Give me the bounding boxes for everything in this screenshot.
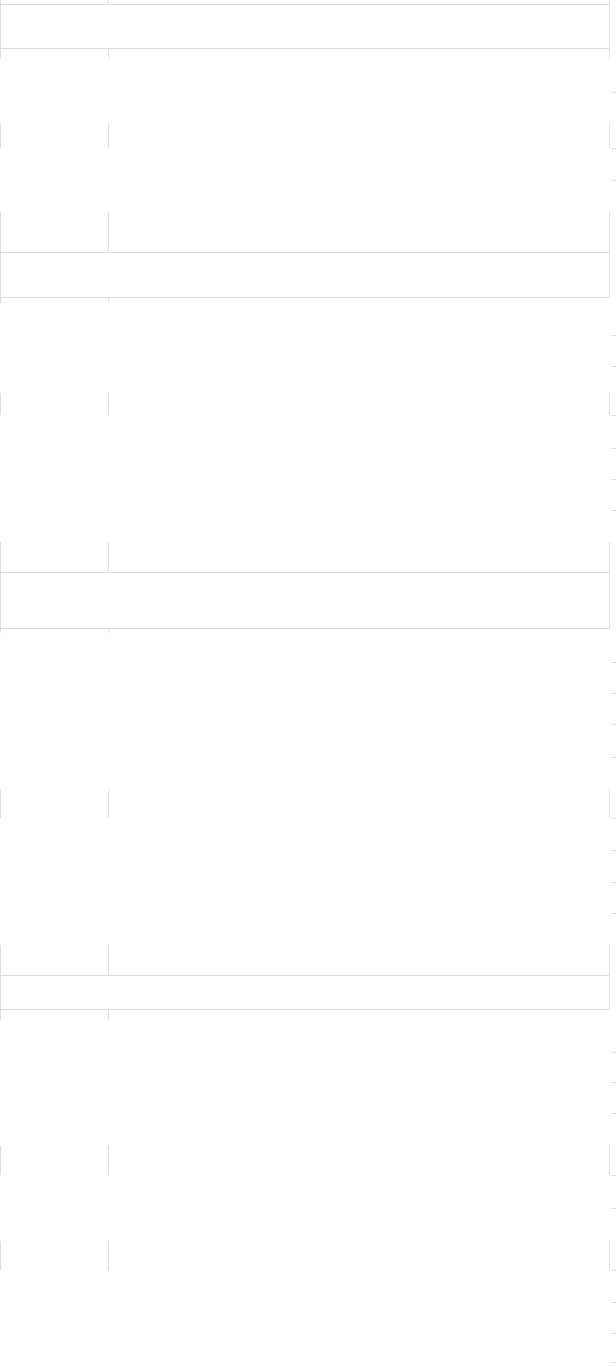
edge-tick bbox=[611, 335, 616, 336]
column-divider-segment bbox=[108, 123, 109, 148]
left-border-segment bbox=[0, 629, 1, 633]
column-divider-segment bbox=[108, 945, 109, 975]
right-border-segment bbox=[609, 542, 610, 572]
edge-tick bbox=[611, 148, 616, 149]
column-divider-segment bbox=[108, 1241, 109, 1270]
edge-tick bbox=[611, 1208, 616, 1209]
right-border-segment bbox=[609, 4, 610, 49]
edge-tick bbox=[611, 1082, 616, 1083]
column-divider-segment bbox=[108, 1146, 109, 1175]
edge-tick bbox=[611, 693, 616, 694]
right-border-segment bbox=[609, 212, 610, 252]
column-divider-segment bbox=[108, 0, 109, 4]
section-header-1 bbox=[0, 4, 609, 49]
edge-tick bbox=[611, 662, 616, 663]
edge-tick bbox=[611, 366, 616, 367]
edge-tick bbox=[611, 180, 616, 181]
edge-tick bbox=[611, 1113, 616, 1114]
left-border-segment bbox=[0, 123, 1, 148]
right-border-segment bbox=[609, 945, 610, 975]
left-border-segment bbox=[0, 393, 1, 415]
edge-tick bbox=[611, 850, 616, 851]
left-border-segment bbox=[0, 0, 1, 4]
left-border-segment bbox=[0, 789, 1, 818]
edge-tick bbox=[611, 1333, 616, 1334]
right-border-segment bbox=[609, 789, 610, 818]
right-border-segment bbox=[609, 123, 610, 148]
right-border-segment bbox=[609, 393, 610, 415]
edge-tick bbox=[611, 1052, 616, 1053]
right-border-segment bbox=[609, 975, 610, 1010]
right-border-segment bbox=[609, 1241, 610, 1270]
column-divider-segment bbox=[108, 1010, 109, 1020]
right-border-segment bbox=[609, 49, 610, 59]
edge-tick bbox=[611, 1302, 616, 1303]
edge-tick bbox=[611, 818, 616, 819]
column-divider-segment bbox=[108, 789, 109, 818]
right-border-segment bbox=[609, 252, 610, 298]
edge-tick bbox=[611, 757, 616, 758]
left-border-segment bbox=[0, 1241, 1, 1270]
left-border-segment bbox=[0, 542, 1, 572]
column-divider-segment bbox=[108, 542, 109, 572]
left-border-segment bbox=[0, 945, 1, 975]
column-divider-segment bbox=[108, 212, 109, 252]
edge-tick bbox=[611, 1362, 616, 1363]
edge-tick bbox=[611, 913, 616, 914]
edge-tick bbox=[611, 882, 616, 883]
section-header-2 bbox=[0, 252, 609, 298]
left-border-segment bbox=[0, 212, 1, 252]
left-border-segment bbox=[0, 49, 1, 59]
section-header-4 bbox=[0, 975, 609, 1010]
right-border-segment bbox=[609, 572, 610, 629]
left-border-segment bbox=[0, 1010, 1, 1020]
edge-tick bbox=[611, 92, 616, 93]
edge-tick bbox=[611, 448, 616, 449]
edge-tick bbox=[611, 724, 616, 725]
edge-tick bbox=[611, 1175, 616, 1176]
edge-tick bbox=[611, 510, 616, 511]
column-divider-segment bbox=[108, 298, 109, 303]
edge-tick bbox=[611, 415, 616, 416]
edge-tick bbox=[611, 479, 616, 480]
left-border-segment bbox=[0, 298, 1, 303]
column-divider-segment bbox=[108, 629, 109, 633]
section-header-3 bbox=[0, 572, 609, 629]
column-divider-segment bbox=[108, 393, 109, 415]
column-divider-segment bbox=[108, 49, 109, 59]
right-border-segment bbox=[609, 1146, 610, 1175]
left-border-segment bbox=[0, 1146, 1, 1175]
edge-tick bbox=[611, 1270, 616, 1271]
